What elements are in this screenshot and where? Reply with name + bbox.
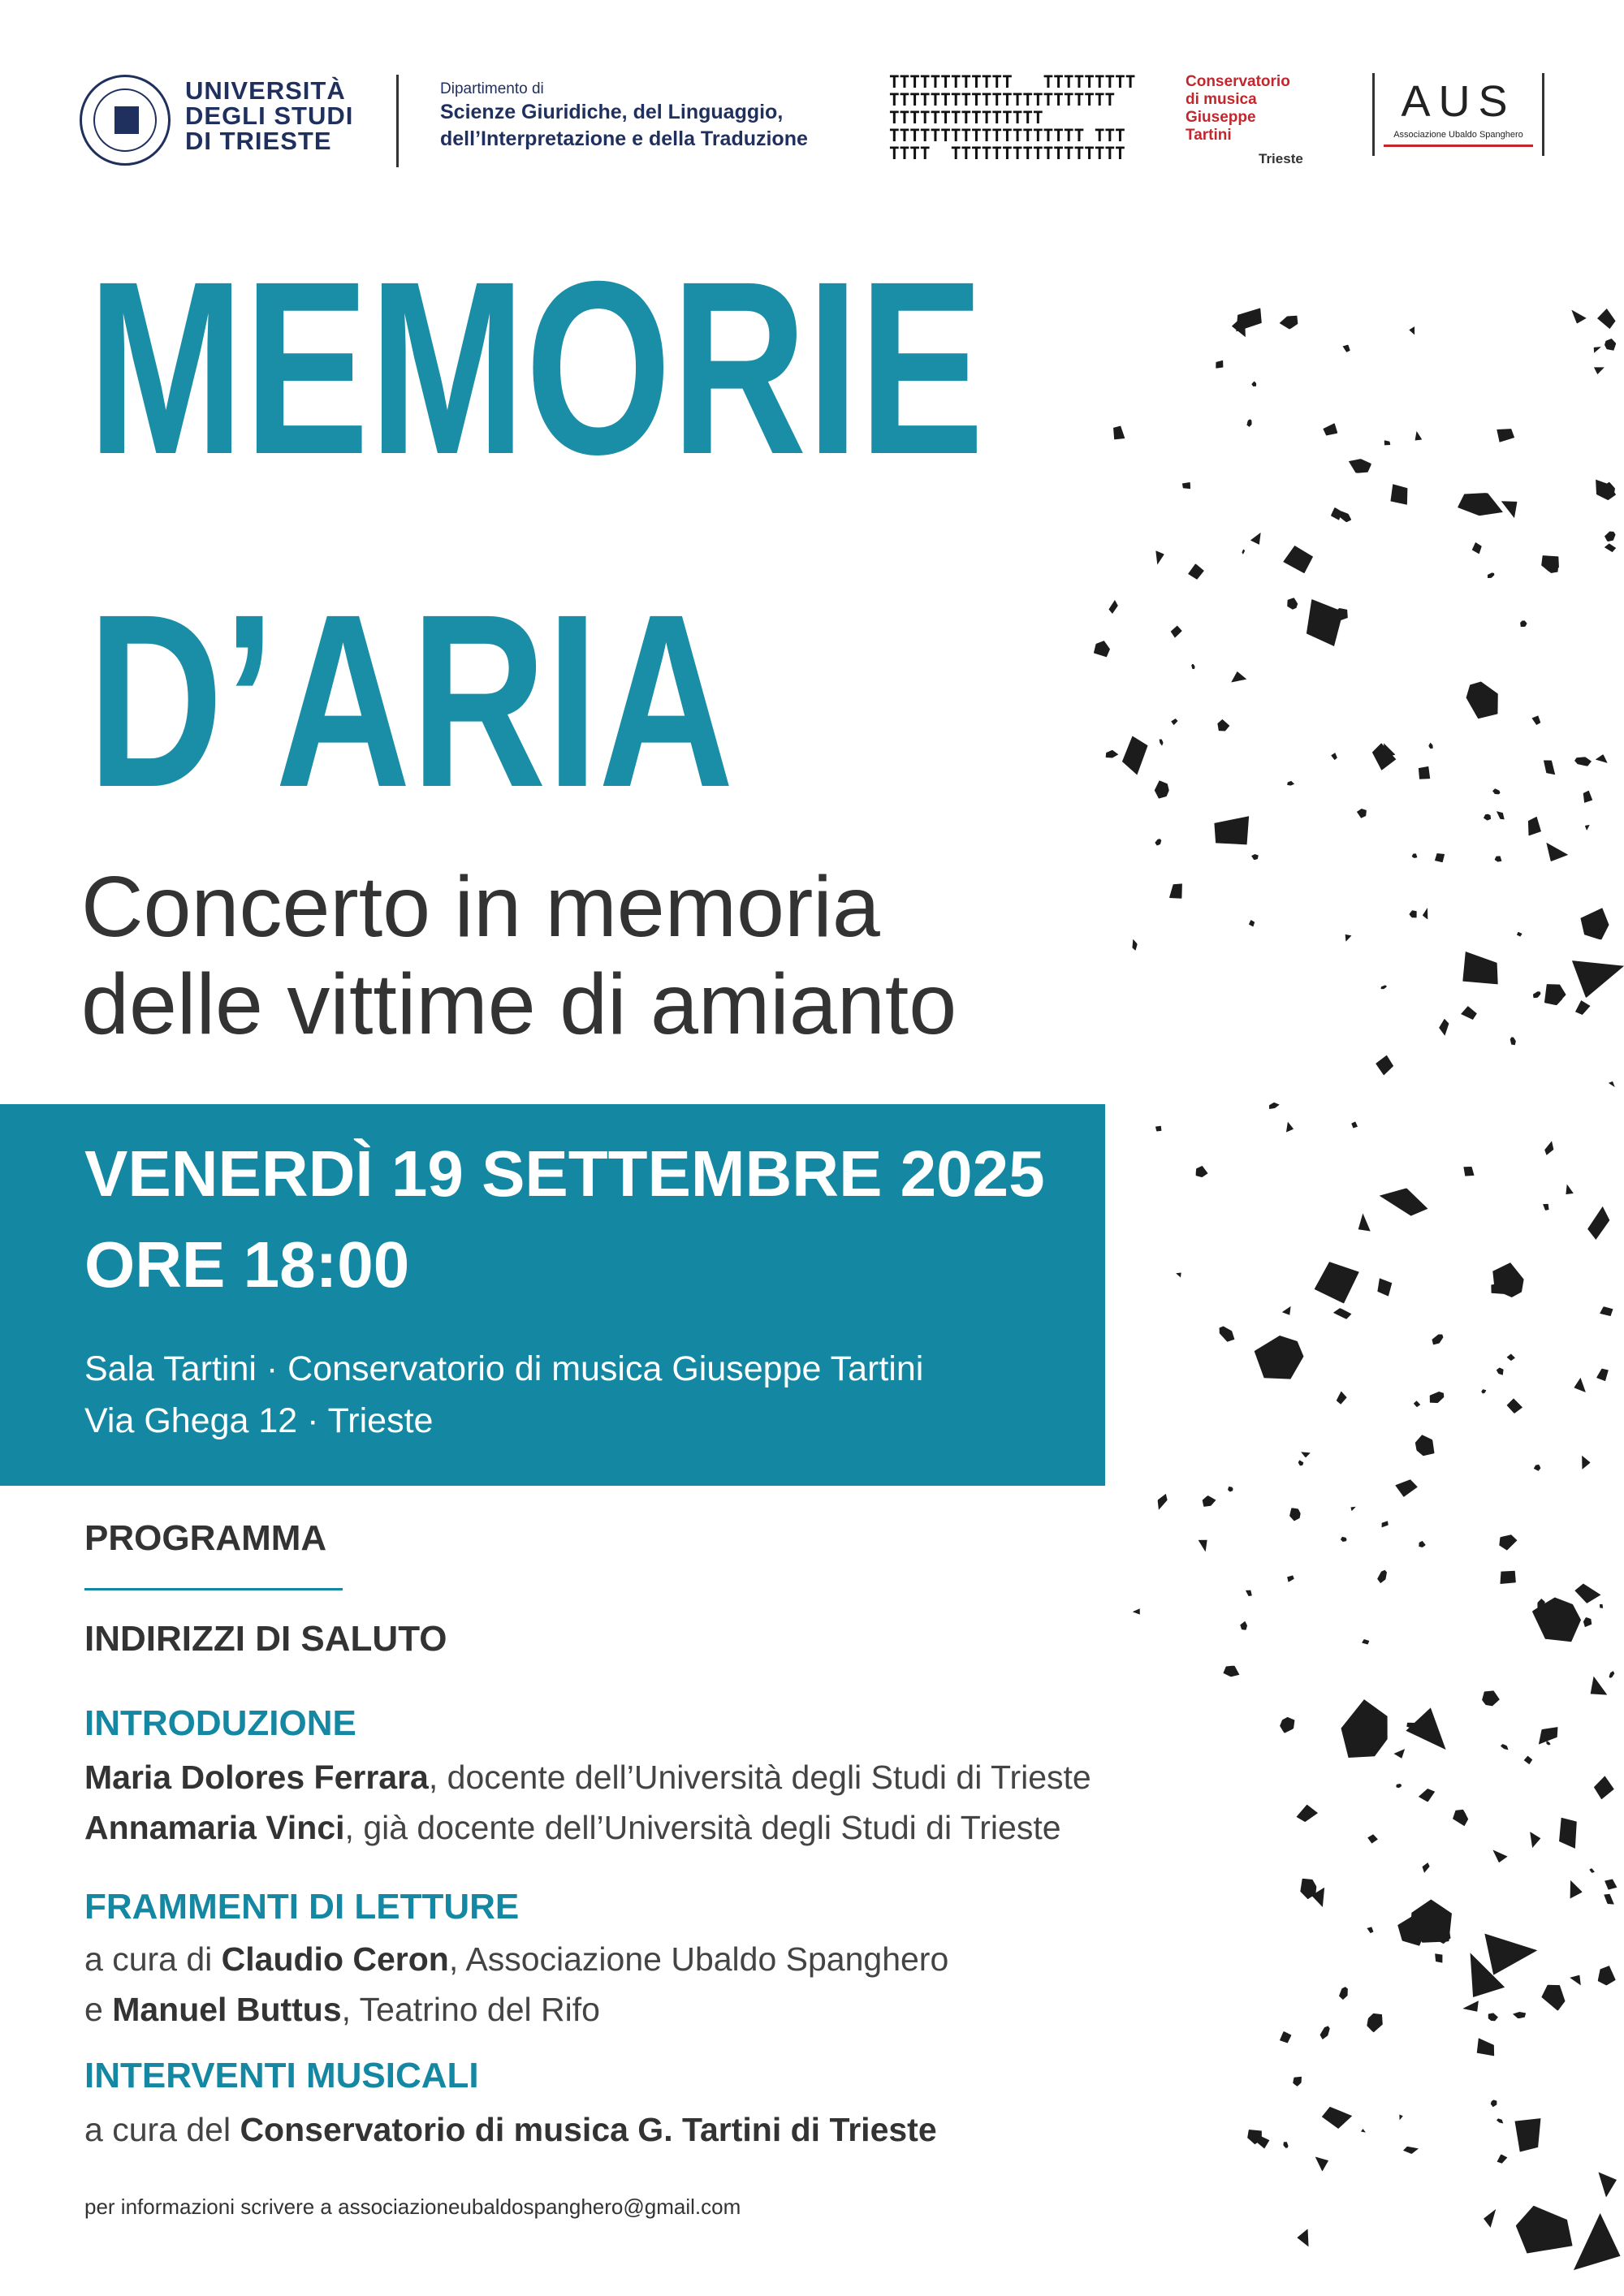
- conservatorio-line-2: di musica: [1186, 91, 1257, 108]
- fragment: [1154, 1124, 1163, 1133]
- university-name-line-3: DI TRIESTE: [185, 127, 332, 155]
- university-name-line-1: UNIVERSITÀ: [185, 76, 346, 105]
- fragment: [1422, 908, 1429, 920]
- conservatorio-logo-pattern: TTTTTTTTTTTT TTTTTTTTT TTTTTTTTTTTTTTTTTTTTTT TTTTTTTTTTTTTTT TTTTTTTTTTTTTTTTTTT TTT TTTT TTTTTTTTTTTTTTTTT: [889, 72, 1136, 163]
- fragment: [1187, 562, 1205, 580]
- fragment: [1398, 2114, 1403, 2121]
- fragment: [1603, 529, 1618, 545]
- fragment: [1250, 381, 1257, 387]
- fragment: [1408, 326, 1418, 335]
- fragment: [1158, 739, 1164, 747]
- fragment: [1540, 757, 1557, 778]
- fragment: [1600, 1306, 1613, 1317]
- speaker-1-role: , docente dell’Università degli Studi di Trieste: [428, 1759, 1091, 1796]
- fragment: [1430, 1332, 1445, 1348]
- fragment: [1366, 1832, 1379, 1845]
- fragment: [1282, 2140, 1289, 2148]
- fragment: [1438, 1018, 1449, 1036]
- aus-title: AUS: [1401, 77, 1516, 126]
- fragment: [1492, 788, 1501, 795]
- fragment: [1594, 1366, 1612, 1383]
- fragment: [1497, 2118, 1505, 2126]
- fragment: [1574, 999, 1592, 1016]
- musicali-heading: INTERVENTI MUSICALI: [84, 2056, 479, 2095]
- fragment: [1372, 1053, 1396, 1077]
- fragment: [1559, 938, 1624, 1003]
- conservatorio-line-1: Conservatorio: [1186, 73, 1290, 90]
- fragment: [1380, 1519, 1390, 1528]
- fragment: [1240, 1621, 1247, 1629]
- fragment: [1592, 343, 1602, 354]
- fragment: [1588, 1867, 1595, 1874]
- fragment: [1321, 2104, 1354, 2130]
- fragment: [1489, 2098, 1499, 2108]
- fragment: [1555, 1815, 1581, 1851]
- fragment: [1501, 498, 1521, 520]
- fragment: [1523, 1755, 1533, 1765]
- reader-2-name: Manuel Buttus: [112, 1991, 342, 2028]
- fragment: [1330, 752, 1338, 761]
- fragment: [1362, 1639, 1369, 1645]
- header-divider: [396, 75, 399, 167]
- fragment: [1510, 1036, 1518, 1046]
- speaker-2-name: Annamaria Vinci: [84, 1809, 345, 1846]
- fragment: [1505, 1397, 1524, 1416]
- fragment: [1483, 2208, 1497, 2229]
- fragment: [1411, 431, 1423, 443]
- fragment: [1304, 597, 1345, 648]
- fragment: [1418, 1787, 1436, 1802]
- fragment: [1506, 1353, 1516, 1362]
- fragment: [1231, 671, 1248, 686]
- fragment: [1246, 418, 1253, 427]
- fragment: [1495, 2152, 1508, 2164]
- fragment: [1540, 836, 1568, 865]
- fragment: [1285, 1573, 1294, 1584]
- title-line-2: D’ARIA: [88, 563, 734, 839]
- fragment: [1281, 544, 1314, 574]
- fragment: [1537, 978, 1569, 1011]
- aus-red-underline: [1384, 145, 1533, 147]
- fragment: [1538, 1980, 1570, 2015]
- speaker-2: [84, 1809, 1061, 1847]
- fragment: [1480, 1388, 1487, 1394]
- fragment: [1532, 990, 1543, 1000]
- reader-2-prefix: e: [84, 1991, 113, 2028]
- fragment: [1597, 309, 1617, 330]
- fragment: [1562, 1880, 1585, 1902]
- seal-emblem: [114, 106, 139, 134]
- fragment: [1533, 1720, 1563, 1750]
- fragment: [1540, 1201, 1551, 1211]
- fragment: [1276, 1714, 1298, 1736]
- fragment: [1603, 1876, 1619, 1892]
- fragment: [1376, 1278, 1393, 1297]
- subtitle-line-2: delle vittime di amianto: [81, 956, 957, 1052]
- fragment: [1489, 1849, 1508, 1864]
- fragment: [1471, 2034, 1499, 2064]
- fragment: [1356, 808, 1367, 818]
- musicali-prefix: a cura del: [84, 2111, 240, 2148]
- subtitle-line-1: Concerto in memoria: [81, 859, 880, 955]
- fragment: [1587, 1674, 1608, 1698]
- program-heading: PROGRAMMA: [84, 1518, 327, 1558]
- fragment: [1404, 1703, 1456, 1750]
- fragment: [1318, 2025, 1331, 2041]
- fragment: [1251, 854, 1259, 861]
- seal-inner-ring: [93, 88, 157, 152]
- fragment: [1369, 741, 1398, 772]
- fragment: [1496, 1366, 1506, 1376]
- department-prefix: Dipartimento di: [440, 80, 544, 97]
- fragment: [1592, 363, 1605, 376]
- fragment: [1382, 438, 1392, 448]
- fragment: [1340, 1537, 1346, 1543]
- fragment: [1428, 742, 1435, 749]
- fragment: [1472, 542, 1483, 554]
- reader-1: [84, 1940, 948, 1979]
- fragment: [1570, 1973, 1584, 1988]
- fragment: [1463, 1999, 1484, 2018]
- fragment: [1591, 1774, 1618, 1802]
- fragment: [1561, 1184, 1574, 1198]
- fragment: [1281, 1306, 1291, 1316]
- musicali-line: [84, 2111, 937, 2149]
- aus-subtitle: Associazione Ubaldo Spanghero: [1393, 130, 1523, 140]
- fragment: [1486, 572, 1496, 580]
- fragment: [1598, 1603, 1604, 1609]
- fragment: [1526, 1588, 1591, 1654]
- fragment: [1164, 880, 1190, 904]
- fragment: [1510, 2203, 1580, 2264]
- fragment: [1449, 940, 1507, 999]
- reader-2-role: , Teatrino del Rifo: [341, 1991, 600, 2028]
- fragment: [1415, 764, 1435, 783]
- fragment: [1403, 2145, 1420, 2156]
- conservatorio-line-3: Giuseppe: [1186, 109, 1256, 126]
- fragment: [1268, 1101, 1280, 1110]
- reader-1-prefix: a cura di: [84, 1940, 222, 1978]
- aus-logo: [1372, 73, 1544, 156]
- fragment: [1366, 1925, 1376, 1934]
- fragment: [1104, 749, 1119, 759]
- fragment: [1393, 1748, 1405, 1759]
- fragment: [1496, 1566, 1519, 1588]
- conservatorio-name: [1186, 73, 1290, 145]
- saluto-heading: INDIRIZZI DI SALUTO: [84, 1619, 447, 1659]
- speaker-1: [84, 1759, 1091, 1797]
- fragment: [1341, 343, 1352, 353]
- speaker-2-role: , già docente dell’Università degli Studi di Trieste: [344, 1809, 1061, 1846]
- fragment: [1338, 1985, 1350, 2000]
- reader-1-name: Claudio Ceron: [221, 1940, 449, 1978]
- fragment: [1332, 1696, 1399, 1770]
- fragment: [1597, 1965, 1616, 1986]
- fragment: [1412, 1431, 1438, 1459]
- fragment: [1154, 838, 1163, 847]
- fragment: [1153, 779, 1171, 800]
- fragment: [1280, 2031, 1292, 2043]
- fragment: [1108, 599, 1120, 615]
- fragment: [1298, 1459, 1305, 1467]
- fragment: [1543, 1140, 1556, 1157]
- fragment: [1502, 2106, 1554, 2158]
- fragment: [1609, 1670, 1616, 1679]
- fragment: [1287, 781, 1294, 786]
- reader-1-role: , Associazione Ubaldo Spanghero: [448, 1940, 949, 1978]
- fragment: [1108, 423, 1129, 444]
- fragment: [1461, 1163, 1476, 1180]
- fragment: [1133, 1608, 1142, 1617]
- fragment: [1241, 550, 1245, 555]
- contact-info: per informazioni scrivere a associazioneubaldospanghero@gmail.com: [84, 2195, 741, 2219]
- fragment: [1250, 533, 1261, 545]
- department-line-2: dell’Interpretazione e della Traduzione: [440, 127, 808, 150]
- fragment: [1574, 1582, 1602, 1604]
- fragment: [1154, 549, 1166, 565]
- fragment: [1595, 2172, 1618, 2199]
- fragment: [1387, 481, 1410, 507]
- venue-line-2: Via Ghega 12 · Trieste: [84, 1401, 434, 1440]
- fragment: [1412, 1400, 1420, 1408]
- fragment: [1411, 852, 1418, 859]
- fragment: [1169, 624, 1184, 639]
- fragment: [1121, 735, 1149, 775]
- fragment: [1216, 1323, 1238, 1344]
- fragment: [1458, 675, 1507, 725]
- fragment: [1574, 755, 1592, 766]
- fragment: [1344, 933, 1353, 942]
- reader-2: [84, 1991, 600, 2029]
- letture-heading: FRAMMENTI DI LETTURE: [84, 1887, 520, 1927]
- venue-line-1: Sala Tartini · Conservatorio di musica Giuseppe Tartini: [84, 1349, 924, 1388]
- fragment: [1295, 2226, 1315, 2246]
- introduzione-heading: INTRODUZIONE: [84, 1703, 356, 1743]
- fragment: [1585, 1205, 1613, 1242]
- fragment: [1433, 1952, 1445, 1965]
- fragment: [1181, 479, 1194, 493]
- fragment: [1197, 1536, 1212, 1552]
- fragment: [1605, 339, 1617, 351]
- university-seal-icon: [80, 75, 171, 166]
- fragment: [1522, 814, 1547, 840]
- fragment: [1377, 1183, 1432, 1219]
- fragment: [1602, 1892, 1616, 1907]
- university-name: [185, 78, 353, 153]
- fragment: [1289, 1507, 1301, 1521]
- fragment: [1350, 1504, 1356, 1512]
- fragment: [1195, 1166, 1209, 1178]
- fragment: [1478, 1686, 1501, 1710]
- fragment: [1484, 813, 1492, 821]
- fragment: [1213, 359, 1226, 370]
- fragment: [1484, 1258, 1531, 1304]
- fragment: [1200, 1493, 1217, 1508]
- fragment: [1350, 1120, 1358, 1129]
- fragment: [1285, 596, 1301, 612]
- fragment: [1500, 1743, 1510, 1751]
- fragment: [1536, 549, 1563, 575]
- fragment: [1604, 542, 1617, 553]
- fragment: [1171, 718, 1178, 726]
- fragment: [1576, 1455, 1592, 1471]
- fragment: [1596, 753, 1610, 767]
- fragment: [1091, 638, 1114, 662]
- fragment: [1408, 908, 1419, 920]
- fragment: [1579, 789, 1596, 806]
- fragment: [1347, 457, 1372, 476]
- fragment: [1228, 1487, 1233, 1492]
- fragment: [1460, 1005, 1478, 1021]
- fragment: [1457, 489, 1505, 520]
- fragment: [1583, 1616, 1593, 1628]
- fragment: [1418, 1541, 1426, 1548]
- fragment: [1497, 1532, 1520, 1552]
- fragment: [1282, 1122, 1295, 1135]
- fragment: [1393, 1477, 1419, 1500]
- fragment: [1434, 852, 1446, 863]
- fragment: [1380, 985, 1388, 990]
- fragment: [1278, 313, 1301, 332]
- fragment: [1353, 1213, 1373, 1236]
- fragment: [1486, 2011, 1499, 2023]
- fragment: [1300, 1448, 1311, 1459]
- fragment: [1574, 1377, 1588, 1392]
- fragment: [1579, 906, 1611, 942]
- fragment: [1494, 855, 1503, 863]
- department-name: [440, 80, 808, 153]
- fragment: [1376, 1569, 1389, 1585]
- fragment: [1494, 809, 1507, 821]
- fragment: [1525, 1832, 1541, 1849]
- fragment: [1223, 1664, 1241, 1679]
- fragment: [1513, 2012, 1526, 2019]
- university-name-line-2: DEGLI STUDI: [185, 101, 354, 130]
- fragment: [1567, 309, 1587, 326]
- fragment: [1155, 1491, 1169, 1511]
- fragment: [1336, 1392, 1347, 1405]
- speaker-1-name: Maria Dolores Ferrara: [84, 1759, 429, 1796]
- fragment: [1363, 2009, 1387, 2035]
- fragment: [1395, 1783, 1402, 1789]
- conservatorio-line-4: Tartini: [1186, 127, 1232, 144]
- fragment: [1216, 718, 1231, 733]
- fragment: [1244, 1588, 1255, 1598]
- fragment: [1248, 919, 1255, 926]
- fragment: [1313, 1261, 1359, 1305]
- fragment: [1361, 2129, 1366, 2133]
- fragment: [1421, 1862, 1431, 1874]
- fragment: [1296, 1804, 1318, 1822]
- fragment: [1533, 1463, 1542, 1472]
- title-line-1: MEMORIE: [88, 231, 984, 506]
- fragment: [1427, 1389, 1446, 1406]
- fragment: [1492, 422, 1518, 447]
- musicali-name: Conservatorio di musica G. Tartini di Trieste: [240, 2111, 937, 2148]
- fragment: [1332, 1307, 1352, 1321]
- fragment: [1321, 419, 1341, 439]
- program-underline: [84, 1588, 343, 1590]
- fragment: [1130, 939, 1139, 952]
- fragment: [1449, 1806, 1471, 1829]
- event-time: ORE 18:00: [84, 1228, 410, 1301]
- fragment: [1176, 1272, 1182, 1280]
- conservatorio-city: Trieste: [1259, 151, 1303, 166]
- fragment: [1229, 303, 1267, 336]
- fragment: [1246, 1326, 1313, 1392]
- fragment: [1191, 663, 1196, 670]
- fragment: [1205, 802, 1262, 859]
- event-date: VENERDÌ 19 SETTEMBRE 2025: [84, 1137, 1045, 1210]
- fragment: [1315, 2157, 1329, 2173]
- fragment: [1517, 932, 1522, 937]
- fragment: [1583, 823, 1591, 831]
- fragment: [1608, 1080, 1617, 1087]
- fragment: [1291, 2074, 1304, 2087]
- department-line-1: Scienze Giuridiche, del Linguaggio,: [440, 101, 784, 123]
- fragment: [1519, 620, 1528, 629]
- fragment: [1530, 714, 1543, 726]
